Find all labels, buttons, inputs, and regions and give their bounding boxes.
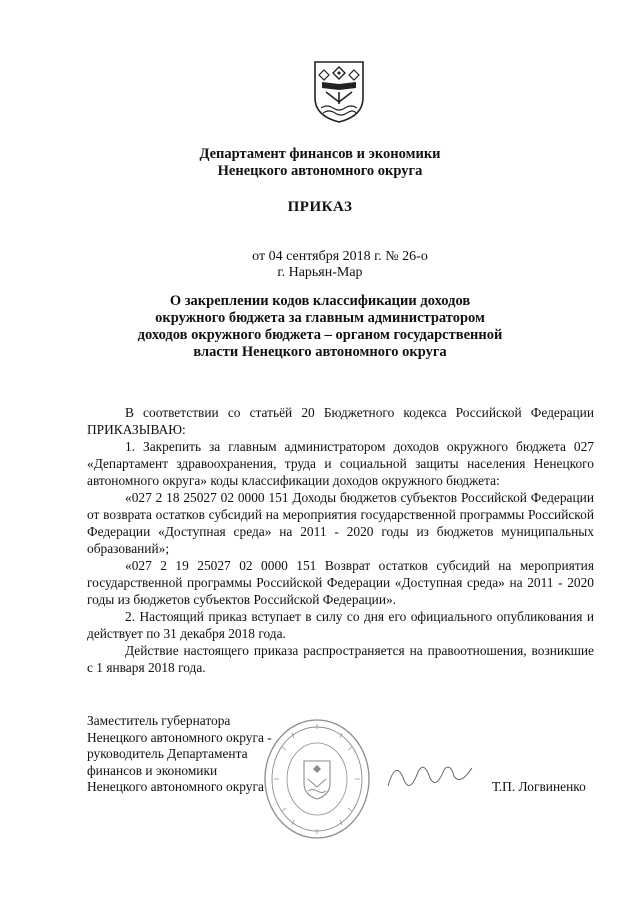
intro-paragraph: В соответствии со статьёй 20 Бюджетного кодекса Российской Федерации ПРИКАЗЫВАЮ:: [87, 405, 594, 437]
signer-position-line5: Ненецкого автономного округа: [87, 779, 264, 795]
signer-name: Т.П. Логвиненко: [492, 779, 586, 794]
order-date-number: от 04 сентября 2018 г. № 26-о: [252, 249, 428, 264]
order-place: г. Нарьян-Мар: [277, 265, 363, 280]
item-1-paragraph: 1. Закрепить за главным администратором доходов окружного бюджета 027 «Департамент здравоохранения, труда и социальной защиты населения Ненецкого автономного округа» коды классификации доходов окружного бюджета:: [87, 439, 594, 488]
subject-line1: О закреплении кодов классификации доходов: [169, 293, 471, 309]
subject-line4: власти Ненецкого автономного округа: [193, 344, 447, 360]
document-type-title: ПРИКАЗ: [287, 199, 353, 215]
department-name-line2: Ненецкого автономного округа: [217, 163, 423, 179]
item-3-paragraph: Действие настоящего приказа распространяется на правоотношения, возникшие с 1 января 2018 года.: [87, 643, 594, 675]
signature-block: [87, 713, 272, 796]
signer-position-line1: Заместитель губернатора: [87, 713, 231, 728]
code-1-paragraph: «027 2 18 25027 02 0000 151 Доходы бюджетов субъектов Российской Федерации от возврата остатков субсидий на мероприятия государственной программы Российской Федерации «Доступная среда» на 2011 - 2020 годы из бюджетов муниципальных образований»;: [87, 490, 594, 556]
subject-line3: доходов окружного бюджета – органом государственной: [137, 327, 503, 343]
department-name-line1: Департамент финансов и экономики: [199, 146, 441, 162]
order-body: [87, 404, 594, 676]
subject-line2: окружного бюджета за главным администратором: [155, 310, 485, 326]
signer-position-line2: Ненецкого автономного округа -: [87, 729, 272, 745]
item-2-paragraph: 2. Настоящий приказ вступает в силу со дня его официального опубликования и действует по 31 декабря 2018 года.: [87, 609, 594, 641]
code-2-paragraph: «027 2 19 25027 02 0000 151 Возврат остатков субсидий на мероприятия государственной программы Российской Федерации «Доступная среда» на 2011 - 2020 годы из бюджетов субъектов Российской Федерации».: [87, 558, 594, 607]
coat-of-arms-emblem: [312, 58, 366, 124]
signer-position-line3: руководитель Департамента: [87, 746, 248, 762]
handwritten-signature: [380, 750, 480, 800]
official-seal-stamp: [262, 717, 372, 841]
signer-position-line4: финансов и экономики: [87, 762, 218, 778]
